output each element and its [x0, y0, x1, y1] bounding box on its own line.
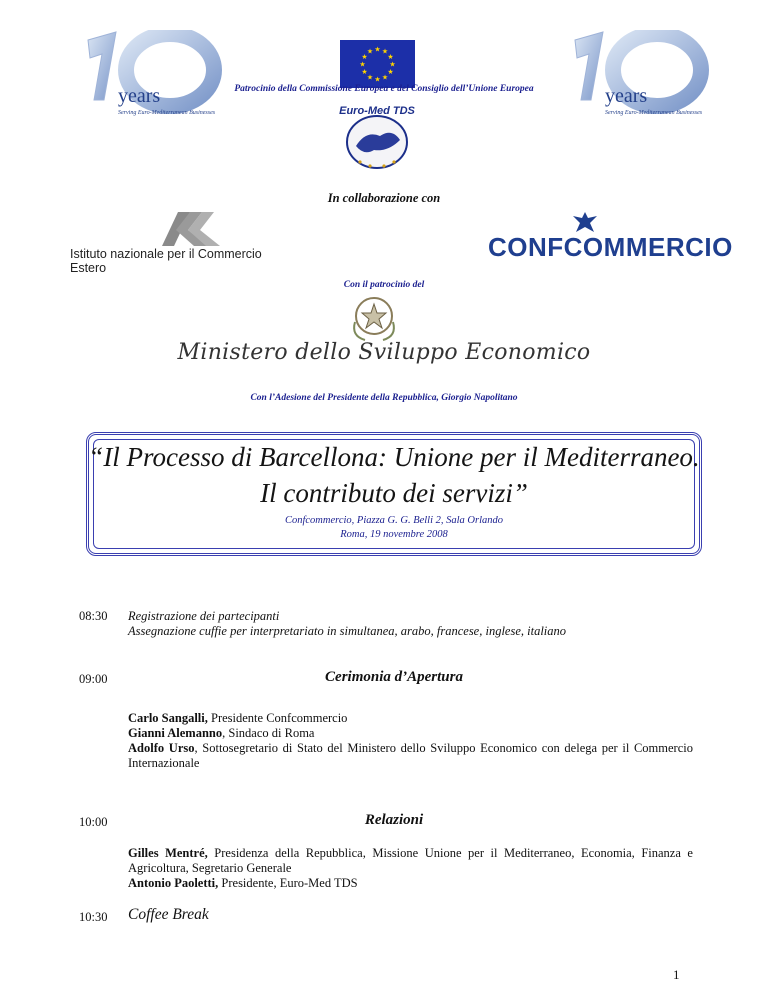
speaker-name: Gilles Mentré,	[128, 846, 208, 860]
eu-star-icon: ★	[374, 75, 381, 84]
speaker-item	[128, 876, 693, 891]
ministry-name: Ministero dello Sviluppo Economico	[177, 340, 591, 365]
italian-emblem-icon	[343, 292, 405, 344]
speaker-role: , Sindaco di Roma	[222, 726, 315, 740]
speaker-item	[128, 711, 693, 726]
event-date: Roma, 19 novembre 2008	[340, 529, 448, 540]
speaker-name: Gianni Alemanno	[128, 726, 223, 740]
ice-caption: Istituto nazionale per il Commercio Estero	[70, 247, 262, 275]
eu-star-icon: ★	[366, 47, 374, 56]
speaker-item	[128, 726, 693, 741]
ten-years-emblem	[565, 30, 715, 120]
speaker-name: Adolfo Urso	[128, 741, 195, 755]
eu-star-icon: ★	[361, 68, 368, 76]
speaker-name: Carlo Sangalli,	[128, 711, 208, 725]
ten-years-logo-left	[78, 30, 228, 120]
eu-star-icon: ★	[359, 60, 366, 69]
patronage-eu-text: Patrocinio della Commissione Europea e del Consiglio dell’Unione Europea	[234, 84, 534, 94]
event-title-line-2: Il contributo dei servizi”	[260, 478, 528, 508]
registration-line-1: Registrazione dei partecipanti	[128, 609, 280, 623]
reports-speakers	[128, 846, 693, 891]
speaker-role: Presidenza della Repubblica, Missione Unione per il Mediterraneo, Economia, Finanza e Agricoltura, Segretario Generale	[128, 846, 693, 875]
speaker-role: , Sottosegretario di Stato del Ministero dello Sviluppo Economico con delega per il Commercio Internazionale	[128, 741, 693, 770]
eu-star-icon: ★	[366, 73, 374, 82]
euromed-tds-logo	[330, 100, 424, 178]
eu-star-icon: ★	[381, 47, 389, 56]
speaker-role: Presidente, Euro-Med TDS	[218, 876, 358, 890]
eu-flag-logo	[340, 40, 415, 88]
opening-heading: Cerimonia d’Apertura	[325, 669, 463, 685]
registration-time: 08:30	[79, 609, 108, 623]
speaker-item	[128, 846, 693, 876]
registration-line-2: Assegnazione cuffie per interpretariato in simultanea, arabo, francese, inglese, italiano	[128, 624, 567, 638]
page-number: 1	[673, 967, 680, 982]
patronage-ministry-text: Con il patrocinio del	[343, 280, 425, 290]
eu-star-icon: ★	[387, 68, 394, 76]
euromed-text: Euro-Med TDS	[339, 105, 415, 117]
years-word: years	[118, 85, 161, 107]
opening-time: 09:00	[79, 672, 108, 686]
ten-years-logo-right	[565, 30, 715, 120]
reports-time: 10:00	[79, 815, 108, 829]
eu-star-icon: ★	[374, 45, 381, 54]
eu-star-icon: ★	[361, 53, 368, 61]
eu-star-icon: ★	[389, 60, 396, 69]
ten-years-emblem	[78, 30, 228, 120]
confcommercio-logo: CONFCOMMERCIO	[488, 232, 733, 262]
event-title-line-1: “Il Processo di Barcellona: Unione per il Mediterraneo.	[88, 442, 700, 472]
eu-star-icon: ★	[381, 73, 389, 82]
event-venue: Confcommercio, Piazza G. G. Belli 2, Sala Orlando	[284, 515, 504, 526]
coffee-time: 10:30	[79, 910, 108, 924]
speaker-role: Presidente Confcommercio	[207, 711, 348, 725]
years-tagline: Serving Euro-Mediterranean Businesses	[605, 110, 703, 116]
adesione-text: Con l’Adesione del Presidente della Repubblica, Giorgio Napolitano	[250, 393, 518, 403]
speaker-item	[128, 741, 693, 771]
years-word: years	[605, 85, 648, 107]
coffee-break-label: Coffee Break	[128, 906, 209, 923]
opening-speakers	[128, 711, 693, 771]
collaboration-heading: In collaborazione con	[327, 191, 441, 205]
eu-star-icon: ★	[387, 53, 394, 61]
speaker-name: Antonio Paoletti,	[128, 876, 219, 890]
years-tagline: Serving Euro-Mediterranean Businesses	[118, 110, 216, 116]
reports-heading: Relazioni	[364, 812, 424, 828]
